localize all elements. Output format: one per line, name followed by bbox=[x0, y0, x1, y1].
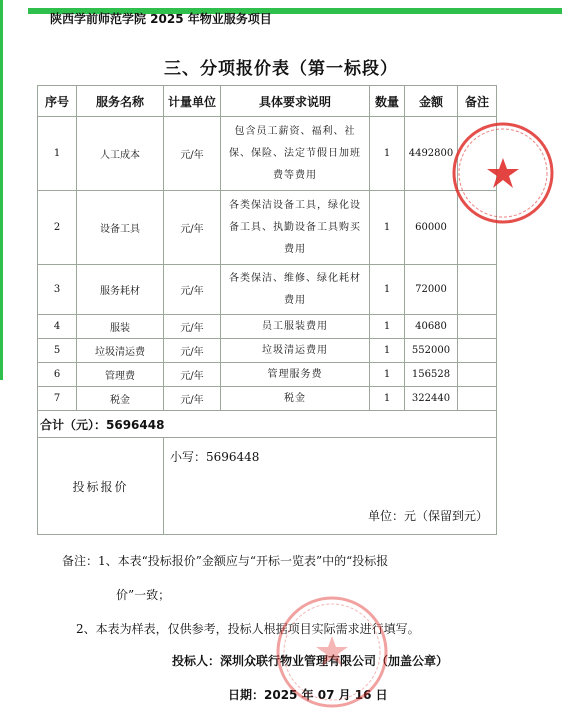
desc-line: 各类保洁设备工具，绿化设 bbox=[229, 199, 361, 211]
cell-remark bbox=[458, 265, 497, 315]
col-header-no: 序号 bbox=[38, 86, 77, 117]
total-row bbox=[38, 411, 497, 438]
table-row bbox=[38, 387, 497, 411]
cell-amount: 552000 bbox=[405, 339, 458, 363]
cell-no: 4 bbox=[38, 315, 77, 339]
cell-desc: 垃圾清运费用 bbox=[221, 339, 370, 363]
bid-cell bbox=[164, 438, 497, 535]
table-row bbox=[38, 363, 497, 387]
cell-no: 6 bbox=[38, 363, 77, 387]
cell-remark bbox=[458, 363, 497, 387]
cell-name: 服务耗材 bbox=[77, 265, 164, 315]
table-row bbox=[38, 315, 497, 339]
cell-qty: 1 bbox=[370, 265, 405, 315]
note-line-1: 备注：1、本表“投标报价”金额应与“开标一览表”中的“投标报 bbox=[62, 554, 389, 568]
col-header-desc: 具体要求说明 bbox=[221, 86, 370, 117]
cell-no: 5 bbox=[38, 339, 77, 363]
project-header: 陕西学前师范学院 2025 年物业服务项目 bbox=[50, 12, 272, 26]
cell-no: 2 bbox=[38, 191, 77, 265]
cell-remark bbox=[458, 315, 497, 339]
cell-desc: 管理服务费 bbox=[221, 363, 370, 387]
quote-table bbox=[37, 85, 497, 535]
total-cell: 合计（元）：5696448 bbox=[38, 411, 497, 438]
cell-qty: 1 bbox=[370, 191, 405, 265]
cell-unit: 元/年 bbox=[164, 339, 221, 363]
cell-amount: 156528 bbox=[405, 363, 458, 387]
cell-name: 税金 bbox=[77, 387, 164, 411]
cell-qty: 1 bbox=[370, 387, 405, 411]
table-row bbox=[38, 117, 497, 191]
page-title: 三、分项报价表（第一标段） bbox=[164, 59, 398, 79]
desc-line: 费等费用 bbox=[273, 169, 317, 181]
cell-qty: 1 bbox=[370, 117, 405, 191]
cell-amount: 4492800 bbox=[405, 117, 458, 191]
desc-line: 费用 bbox=[284, 294, 306, 306]
note-line-3: 2、本表为样表，仅供参考，投标人根据项目实际需求进行填写。 bbox=[76, 622, 420, 636]
cell-qty: 1 bbox=[370, 315, 405, 339]
cell-remark bbox=[458, 387, 497, 411]
cell-name: 管理费 bbox=[77, 363, 164, 387]
bidder-signature: 投标人：深圳众联行物业管理有限公司（加盖公章） bbox=[172, 654, 449, 668]
cell-unit: 元/年 bbox=[164, 387, 221, 411]
cell-remark bbox=[458, 339, 497, 363]
cell-unit: 元/年 bbox=[164, 265, 221, 315]
bid-row bbox=[38, 438, 497, 535]
cell-qty: 1 bbox=[370, 339, 405, 363]
cell-desc: 员工服装费用 bbox=[221, 315, 370, 339]
bid-unit: 单位：元（保留到元） bbox=[367, 509, 488, 523]
cell-desc: 税金 bbox=[221, 387, 370, 411]
desc-line: 费用 bbox=[284, 243, 306, 255]
table-row bbox=[38, 265, 497, 315]
bid-label: 投标报价 bbox=[38, 438, 164, 535]
col-header-unit: 计量单位 bbox=[164, 86, 221, 117]
cell-unit: 元/年 bbox=[164, 315, 221, 339]
cell-amount: 40680 bbox=[405, 315, 458, 339]
signature-date: 日期：2025 年 07 月 16 日 bbox=[228, 688, 388, 702]
col-header-amount: 金额 bbox=[405, 86, 458, 117]
bid-small-amount: 小写：5696448 bbox=[170, 450, 260, 464]
col-header-name: 服务名称 bbox=[77, 86, 164, 117]
desc-line: 包含员工薪资、福利、社 bbox=[234, 125, 356, 137]
cell-unit: 元/年 bbox=[164, 363, 221, 387]
cell-desc bbox=[221, 117, 370, 191]
cell-amount: 60000 bbox=[405, 191, 458, 265]
cell-name: 垃圾清运费 bbox=[77, 339, 164, 363]
faded-seal-stamp bbox=[272, 592, 392, 712]
cell-amount: 322440 bbox=[405, 387, 458, 411]
table-header-row bbox=[38, 86, 497, 117]
desc-line: 保、保险、法定节假日加班 bbox=[229, 147, 361, 159]
cell-name: 服装 bbox=[77, 315, 164, 339]
note-line-2: 价”一致； bbox=[116, 588, 171, 602]
cell-unit: 元/年 bbox=[164, 117, 221, 191]
desc-line: 各类保洁、维修、绿化耗材 bbox=[229, 272, 361, 284]
cell-unit: 元/年 bbox=[164, 191, 221, 265]
company-seal-stamp bbox=[448, 118, 558, 228]
cell-name: 人工成本 bbox=[77, 117, 164, 191]
table-row bbox=[38, 191, 497, 265]
cell-no: 3 bbox=[38, 265, 77, 315]
cell-qty: 1 bbox=[370, 363, 405, 387]
table-row bbox=[38, 339, 497, 363]
cell-no: 1 bbox=[38, 117, 77, 191]
cell-amount: 72000 bbox=[405, 265, 458, 315]
cell-desc bbox=[221, 191, 370, 265]
col-header-remark: 备注 bbox=[458, 86, 497, 117]
cell-desc bbox=[221, 265, 370, 315]
col-header-qty: 数量 bbox=[370, 86, 405, 117]
cell-no: 7 bbox=[38, 387, 77, 411]
cell-name: 设备工具 bbox=[77, 191, 164, 265]
desc-line: 备工具、执勤设备工具购买 bbox=[229, 221, 361, 233]
